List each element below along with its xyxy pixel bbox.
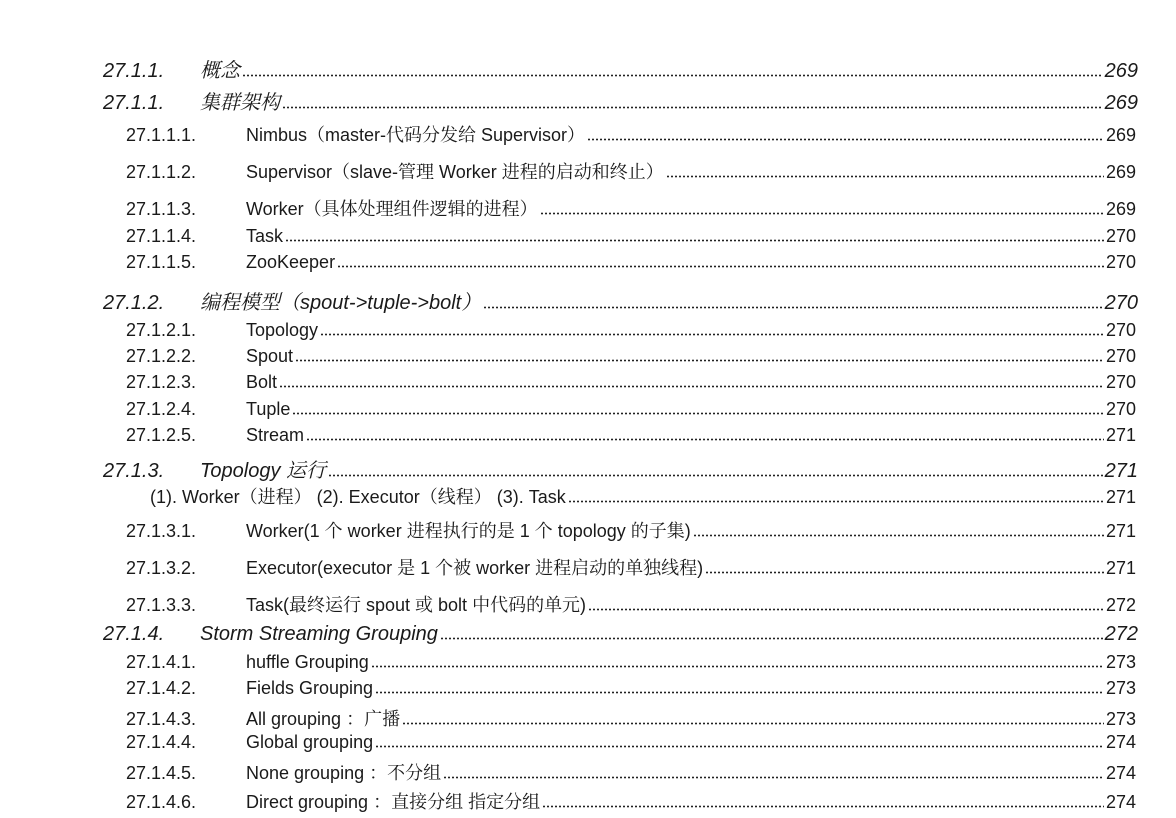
toc-entry[interactable]: [0, 483, 1176, 509]
toc-entry-number: 27.1.2.3.: [126, 372, 197, 393]
dot-leader: [292, 399, 1104, 415]
toc-entry[interactable]: [0, 732, 1176, 753]
toc-entry[interactable]: [0, 652, 1176, 673]
toc-entry-title: Bolt: [246, 372, 278, 393]
toc-entry-number: 27.1.4.5.: [126, 763, 197, 783]
toc-entry-page-number: 271: [1105, 558, 1136, 578]
toc-entry-title: None grouping ：不分组: [246, 763, 442, 783]
toc-entry-number: 27.1.2.5.: [126, 425, 197, 446]
dot-leader: [440, 622, 1103, 640]
toc-entry-number: 27.1.2.1.: [126, 320, 197, 341]
toc-entry[interactable]: [0, 759, 1176, 785]
toc-entry-number: 27.1.1.: [103, 92, 165, 114]
toc-entry-page-number: 272: [1105, 595, 1136, 615]
toc-entry-page-number: 271: [1105, 521, 1136, 541]
dot-leader: [666, 162, 1104, 178]
toc-entry-title: Spout: [246, 346, 294, 367]
toc-entry-number: 27.1.4.4.: [126, 732, 197, 753]
dot-leader: [337, 252, 1104, 268]
toc-entry-page-number: 270: [1105, 346, 1136, 367]
toc-entry-page-number: 271: [1105, 487, 1136, 507]
toc-entry-title: 概念: [200, 60, 240, 82]
toc-entry-page-number: 269: [1105, 125, 1136, 145]
toc-entry-page-number: 270: [1105, 372, 1136, 393]
toc-entry[interactable]: [0, 425, 1176, 446]
toc-entry-number: 27.1.4.2.: [126, 678, 197, 699]
toc-entry-page-number: 270: [1105, 399, 1136, 420]
toc-entry-number: 27.1.4.3.: [126, 709, 197, 729]
toc-entry[interactable]: [0, 54, 1176, 83]
toc-entry-number: 27.1.3.1.: [126, 521, 197, 541]
toc-entry[interactable]: [0, 454, 1176, 483]
dot-leader: [295, 346, 1104, 362]
toc-entry-title: Topology: [246, 320, 319, 341]
dot-leader: [371, 652, 1104, 668]
dot-leader: [542, 792, 1104, 808]
toc-entry-page-number: 269: [1105, 162, 1136, 182]
dot-leader: [568, 487, 1104, 503]
toc-entry-title: Storm Streaming Grouping: [200, 623, 438, 645]
toc-entry[interactable]: [0, 320, 1176, 341]
dot-leader: [306, 425, 1104, 441]
toc-entry-page-number: 273: [1105, 652, 1136, 673]
toc-entry-number: 27.1.1.1.: [126, 125, 197, 145]
toc-entry-page-number: 273: [1105, 678, 1136, 699]
toc-entry-title: Direct grouping ：直接分组 指定分组: [246, 792, 541, 812]
toc-entry-number: 27.1.2.: [103, 292, 165, 314]
toc-entry-number: 27.1.3.3.: [126, 595, 197, 615]
toc-entry-page-number: 273: [1105, 709, 1136, 729]
toc-entry-title: Task: [246, 226, 284, 247]
toc-entry-title: ZooKeeper: [246, 252, 336, 273]
dot-leader: [587, 125, 1104, 141]
toc-entry[interactable]: [0, 517, 1176, 543]
toc-entry-title: 集群架构: [200, 92, 280, 114]
toc-entry[interactable]: [0, 399, 1176, 420]
toc-entry[interactable]: [0, 286, 1176, 315]
toc-entry[interactable]: [0, 346, 1176, 367]
toc-entry-title: Task(最终运行 spout 或 bolt 中代码的单元): [246, 595, 587, 615]
toc-entry-title: Fields Grouping: [246, 678, 374, 699]
toc-entry-number: 27.1.2.2.: [126, 346, 197, 367]
toc-entry[interactable]: [0, 252, 1176, 273]
toc-entry-title: huffle Grouping: [246, 652, 369, 673]
dot-leader: [320, 320, 1104, 336]
toc-entry-number: 27.1.4.1.: [126, 652, 197, 673]
toc-entry-title: (1). Worker（进程） (2). Executor（线程） (3). Task: [150, 487, 566, 507]
dot-leader: [483, 291, 1102, 309]
toc-entry[interactable]: [0, 622, 1176, 646]
toc-entry-title: Worker（具体处理组件逻辑的进程）: [246, 199, 538, 219]
toc-entry-page-number: 270: [1105, 320, 1136, 341]
toc-entry[interactable]: [0, 121, 1176, 147]
dot-leader: [375, 732, 1104, 748]
toc-entry[interactable]: [0, 591, 1176, 617]
toc-entry[interactable]: [0, 678, 1176, 699]
toc-entry-page-number: 270: [1105, 252, 1136, 273]
toc-entry-number: 27.1.1.4.: [126, 226, 197, 247]
toc-entry-page-number: 269: [1104, 60, 1138, 82]
dot-leader: [285, 226, 1104, 242]
dot-leader: [282, 91, 1103, 109]
toc-entry-page-number: 274: [1105, 792, 1136, 812]
toc-entry-title: Global grouping: [246, 732, 374, 753]
toc-entry-page-number: 269: [1105, 199, 1136, 219]
toc-entry-page-number: 274: [1105, 763, 1136, 783]
dot-leader: [279, 372, 1104, 388]
toc-entry-number: 27.1.4.6.: [126, 792, 197, 812]
toc-entry-number: 27.1.1.5.: [126, 252, 197, 273]
toc-entry-title: Topology 运行: [200, 460, 326, 482]
toc-entry[interactable]: [0, 554, 1176, 580]
toc-entry-number: 27.1.3.2.: [126, 558, 197, 578]
toc-entry-page-number: 272: [1104, 623, 1138, 645]
toc-entry-title: Executor(executor 是 1 个被 worker 进程启动的单独线程): [246, 558, 704, 578]
toc-entry-title: Nimbus（master-代码分发给 Supervisor）: [246, 125, 586, 145]
toc-entry[interactable]: [0, 372, 1176, 393]
toc-entry[interactable]: [0, 226, 1176, 247]
dot-leader: [328, 459, 1103, 477]
toc-entry[interactable]: [0, 158, 1176, 184]
toc-entry-page-number: 270: [1105, 226, 1136, 247]
toc-entry-title: Tuple: [246, 399, 291, 420]
dot-leader: [588, 595, 1104, 611]
toc-entry-title: Supervisor（slave-管理 Worker 进程的启动和终止）: [246, 162, 664, 182]
toc-entry-number: 27.1.2.4.: [126, 399, 197, 420]
toc-entry-title: Worker(1 个 worker 进程执行的是 1 个 topology 的子集): [246, 521, 691, 541]
dot-leader: [540, 199, 1104, 215]
toc-entry-page-number: 271: [1104, 460, 1138, 482]
toc-entry-number: 27.1.3.: [103, 460, 165, 482]
dot-leader: [705, 558, 1104, 574]
toc-entry-page-number: 270: [1104, 292, 1138, 314]
toc-entry-page-number: 269: [1104, 92, 1138, 114]
toc-entry-number: 27.1.1.: [103, 60, 165, 82]
toc-entry-title: All grouping ：广播: [246, 709, 401, 729]
toc-entry-page-number: 274: [1105, 732, 1136, 753]
toc-entry[interactable]: [0, 86, 1176, 115]
toc-entry[interactable]: [0, 705, 1176, 731]
dot-leader: [443, 763, 1104, 779]
dot-leader: [375, 678, 1104, 694]
toc-entry-title: 编程模型（spout->tuple->bolt）: [200, 292, 482, 314]
dot-leader: [242, 59, 1103, 77]
toc-entry-page-number: 271: [1105, 425, 1136, 446]
toc-entry[interactable]: [0, 788, 1176, 814]
toc-entry-number: 27.1.1.3.: [126, 199, 197, 219]
toc-entry-title: Stream: [246, 425, 305, 446]
toc-entry-number: 27.1.4.: [103, 623, 165, 645]
dot-leader: [402, 709, 1104, 725]
toc-entry[interactable]: [0, 195, 1176, 221]
toc-entry-number: 27.1.1.2.: [126, 162, 197, 182]
dot-leader: [693, 521, 1104, 537]
